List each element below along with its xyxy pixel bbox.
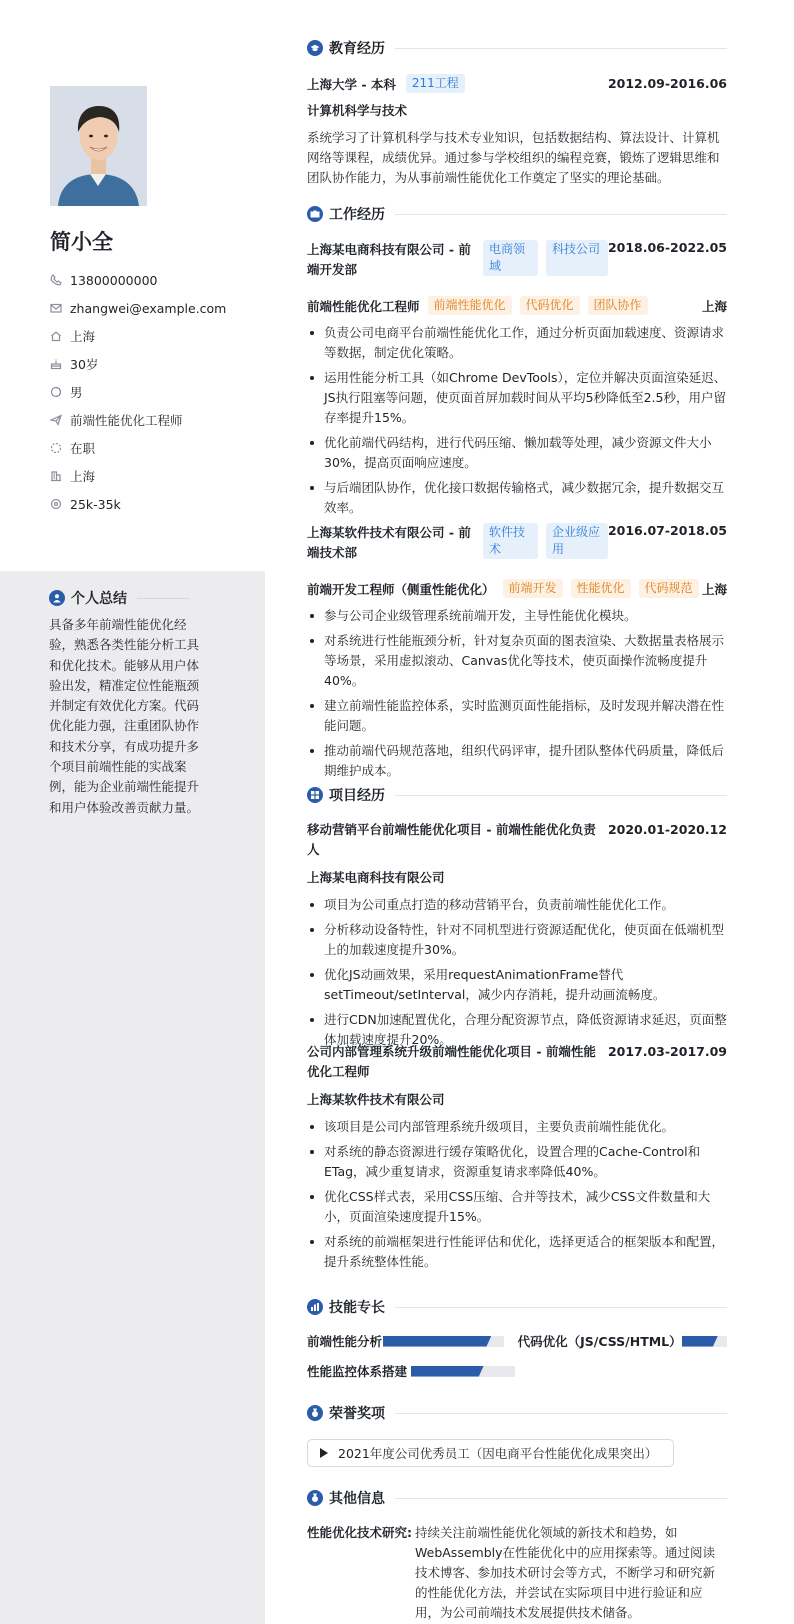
other-title: 其他信息 <box>329 1491 385 1507</box>
section-divider <box>395 1307 727 1308</box>
education-date: 2012.09-2016.06 <box>607 76 727 91</box>
other-section <box>307 1488 727 1623</box>
section-divider <box>395 1413 727 1414</box>
list-item: 项目为公司重点打造的移动营销平台，负责前端性能优化工作。 <box>307 895 727 915</box>
city-icon <box>50 470 62 482</box>
projects-section <box>307 785 727 805</box>
job-2-bullets <box>307 606 727 781</box>
awards-header <box>307 1403 727 1423</box>
other-label: 性能优化技术研究: <box>307 1525 412 1540</box>
awards-section <box>307 1403 727 1467</box>
skill-bar <box>411 1366 515 1377</box>
major-name: 计算机科学与技术 <box>307 103 408 118</box>
job-2-role-tag-2: 性能优化 <box>571 579 631 598</box>
contact-info-list <box>50 266 226 518</box>
job-1-role-tag-2: 代码优化 <box>520 296 580 315</box>
education-row <box>307 74 727 93</box>
job-2-role-tag-3: 代码规范 <box>639 579 699 598</box>
job-2-city: 上海 <box>701 581 727 597</box>
project-1-company: 上海某电商科技有限公司 <box>307 870 445 885</box>
projects-title: 项目经历 <box>329 788 385 804</box>
skill-label: 性能监控体系搭建 <box>307 1364 408 1379</box>
project-1-name: 移动营销平台前端性能优化项目 - 前端性能优化负责人 <box>307 822 596 857</box>
salary-icon <box>50 498 62 510</box>
job-2-date: 2016.07-2018.05 <box>607 523 727 538</box>
project-1-date: 2020.01-2020.12 <box>607 822 727 837</box>
info-phone: 13800000000 <box>50 266 226 294</box>
list-item: 优化CSS样式表，采用CSS压缩、合并等技术，减少CSS文件数量和大小，页面渲染速度提升15%。 <box>307 1187 727 1227</box>
work-section <box>307 204 727 224</box>
skills-title: 技能专长 <box>329 1300 385 1316</box>
skills-row-2 <box>307 1361 727 1381</box>
work-header <box>307 204 727 224</box>
education-desc: 系统学习了计算机科学与技术专业知识，包括数据结构、算法设计、计算机网络等课程，成绩优异。通过参与学校组织的编程竞赛，锻炼了逻辑思维和团队协作能力，为从事前端性能优化工作奠定了坚实的理论基础。 <box>307 130 720 185</box>
briefcase-icon <box>307 206 323 222</box>
section-divider <box>395 1498 727 1499</box>
job-1-role-tag-3: 团队协作 <box>588 296 648 315</box>
other-header <box>307 1488 727 1508</box>
award-text: 2021年度公司优秀员工（因电商平台性能优化成果突出） <box>338 1446 658 1461</box>
avatar-photo <box>50 86 147 206</box>
list-item: 进行CDN加速配置优化，合理分配资源节点，降低资源请求延迟，页面整体加载速度提升20%。 <box>307 1010 727 1050</box>
project-1-bullets <box>307 895 727 1050</box>
project-2-bullets <box>307 1117 727 1272</box>
job-1-tag-1: 电商领域 <box>483 240 538 276</box>
position-icon <box>50 414 62 426</box>
age-icon <box>50 358 62 370</box>
info-age: 30岁 <box>50 350 226 378</box>
graduation-cap-icon <box>307 40 323 56</box>
list-item: 运用性能分析工具（如Chrome DevTools），定位并解决页面渲染延迟、JS执行阻塞等问题，使页面首屏加载时间从平均5秒降低至2.5秒，用户留存率提升15%。 <box>307 368 727 428</box>
medal-icon <box>307 1405 323 1421</box>
section-divider <box>395 48 727 49</box>
info-salary: 25k-35k <box>50 490 226 518</box>
skills-header <box>307 1297 727 1317</box>
job-2-role-row <box>307 579 727 598</box>
list-item: 对系统的前端框架进行性能评估和优化，选择更适合的框架版本和配置，提升系统整体性能。 <box>307 1232 727 1272</box>
list-item: 分析移动设备特性，针对不同机型进行资源适配优化，使页面在低端机型上的加载速度提升30%。 <box>307 920 727 960</box>
avatar <box>50 86 147 206</box>
list-item: 优化JS动画效果，采用requestAnimationFrame替代setTimeout/setInterval，减少内存消耗，提升动画流畅度。 <box>307 965 727 1005</box>
user-icon <box>49 590 65 606</box>
skill-label: 代码优化（JS/CSS/HTML） <box>517 1334 682 1349</box>
gender-icon <box>50 386 62 398</box>
list-item: 该项目是公司内部管理系统升级项目，主要负责前端性能优化。 <box>307 1117 727 1137</box>
job-1-role-row <box>307 296 727 315</box>
skill-bar <box>383 1336 504 1347</box>
work-title: 工作经历 <box>329 207 385 223</box>
summary-header <box>49 588 189 608</box>
status-icon <box>50 442 62 454</box>
job-1-header <box>307 240 727 280</box>
summary-divider <box>137 598 189 599</box>
other-row <box>307 1523 727 1623</box>
job-2-role-tag-1: 前端开发 <box>503 579 563 598</box>
info-gender: 男 <box>50 378 226 406</box>
list-item: 负责公司电商平台前端性能优化工作，通过分析页面加载速度、资源请求等数据，制定优化策略。 <box>307 323 727 363</box>
job-1-city: 上海 <box>701 298 727 314</box>
list-item: 建立前端性能监控体系，实时监测页面性能指标，及时发现并解决潜在性能问题。 <box>307 696 727 736</box>
info-email: zhangwei@example.com <box>50 294 226 322</box>
other-text: 持续关注前端性能优化领域的新技术和趋势，如WebAssembly在性能优化中的应用探索等。通过阅读技术博客、参加技术研讨会等方式，不断学习和研究新的性能优化方法，并尝试在实际项目中进行验证和应用，为公司前端技术发展提供技术储备。 <box>415 1525 716 1620</box>
home-icon <box>50 330 62 342</box>
job-1 <box>307 240 727 523</box>
list-item: 对系统进行性能瓶颈分析，针对复杂页面的图表渲染、大数据量表格展示等场景，采用虚拟滚动、Canvas优化等技术，使页面操作流畅度提升40%。 <box>307 631 727 691</box>
school-name: 上海大学 - 本科 <box>307 76 396 92</box>
candidate-name: 简小全 <box>50 230 113 254</box>
list-item: 参与公司企业级管理系统前端开发，主导性能优化模块。 <box>307 606 727 626</box>
project-1-header <box>307 820 727 860</box>
skills-section <box>307 1297 727 1381</box>
education-section <box>307 38 727 188</box>
list-item: 推动前端代码规范落地，组织代码评审，提升团队整体代码质量，降低后期维护成本。 <box>307 741 727 781</box>
chart-icon <box>307 1299 323 1315</box>
job-2-tag-1: 软件技术 <box>483 523 538 559</box>
education-header <box>307 38 727 58</box>
skill-bar <box>682 1336 727 1347</box>
info-position: 前端性能优化工程师 <box>50 406 226 434</box>
list-item: 与后端团队协作，优化接口数据传输格式，减少数据冗余，提升数据交互效率。 <box>307 478 727 518</box>
job-1-tag-2: 科技公司 <box>546 240 608 276</box>
section-divider <box>395 795 727 796</box>
project-2-company: 上海某软件技术有限公司 <box>307 1092 445 1107</box>
skills-row-1 <box>307 1331 727 1351</box>
skill-bar-fill <box>682 1336 718 1347</box>
job-1-bullets <box>307 323 727 518</box>
skill-bar-fill <box>383 1336 492 1347</box>
info-home: 上海 <box>50 322 226 350</box>
grid-icon <box>307 787 323 803</box>
job-2-header <box>307 523 727 563</box>
job-1-company: 上海某电商科技有限公司 - 前端开发部 <box>307 242 471 277</box>
job-1-role-tag-1: 前端性能优化 <box>428 296 512 315</box>
info-status: 在职 <box>50 434 226 462</box>
job-2-tag-2: 企业级应用 <box>546 523 608 559</box>
project-2-name: 公司内部管理系统升级前端性能优化项目 - 前端性能优化工程师 <box>307 1044 596 1079</box>
info-badge-icon <box>307 1490 323 1506</box>
award-item[interactable] <box>307 1439 674 1467</box>
skill-label: 前端性能分析 <box>307 1334 383 1349</box>
list-item: 对系统的静态资源进行缓存策略优化，设置合理的Cache-Control和ETag，减少重复请求，资源重复请求率降低40%。 <box>307 1142 727 1182</box>
info-city: 上海 <box>50 462 226 490</box>
project-2 <box>307 1042 727 1277</box>
skill-bar-fill <box>411 1366 484 1377</box>
job-2-company: 上海某软件技术有限公司 - 前端技术部 <box>307 525 471 560</box>
projects-header <box>307 785 727 805</box>
email-icon <box>50 302 62 314</box>
list-item: 优化前端代码结构，进行代码压缩、懒加载等处理，减少资源文件大小30%，提高页面响应速度。 <box>307 433 727 473</box>
job-2-role: 前端开发工程师（侧重性能优化） <box>307 581 495 597</box>
project-2-header <box>307 1042 727 1082</box>
phone-icon <box>50 274 62 286</box>
project-2-date: 2017.03-2017.09 <box>607 1044 727 1059</box>
project-1 <box>307 820 727 1055</box>
school-tag: 211工程 <box>406 74 465 93</box>
section-divider <box>395 214 727 215</box>
job-1-role: 前端性能优化工程师 <box>307 298 420 314</box>
job-1-date: 2018.06-2022.05 <box>607 240 727 255</box>
awards-title: 荣誉奖项 <box>329 1406 385 1422</box>
summary-title: 个人总结 <box>71 591 127 607</box>
summary-text: 具备多年前端性能优化经验，熟悉各类性能分析工具和优化技术。能够从用户体验出发，精准定位性能瓶颈并制定有效优化方案。代码优化能力强，注重团队协作和技术分享，有成功提升多个项目前端性能的实战案例，能为企业前端性能提升和用户体验改善贡献力量。 <box>49 617 200 815</box>
education-title: 教育经历 <box>329 41 385 57</box>
job-2 <box>307 523 727 786</box>
expand-triangle-icon <box>320 1448 328 1458</box>
